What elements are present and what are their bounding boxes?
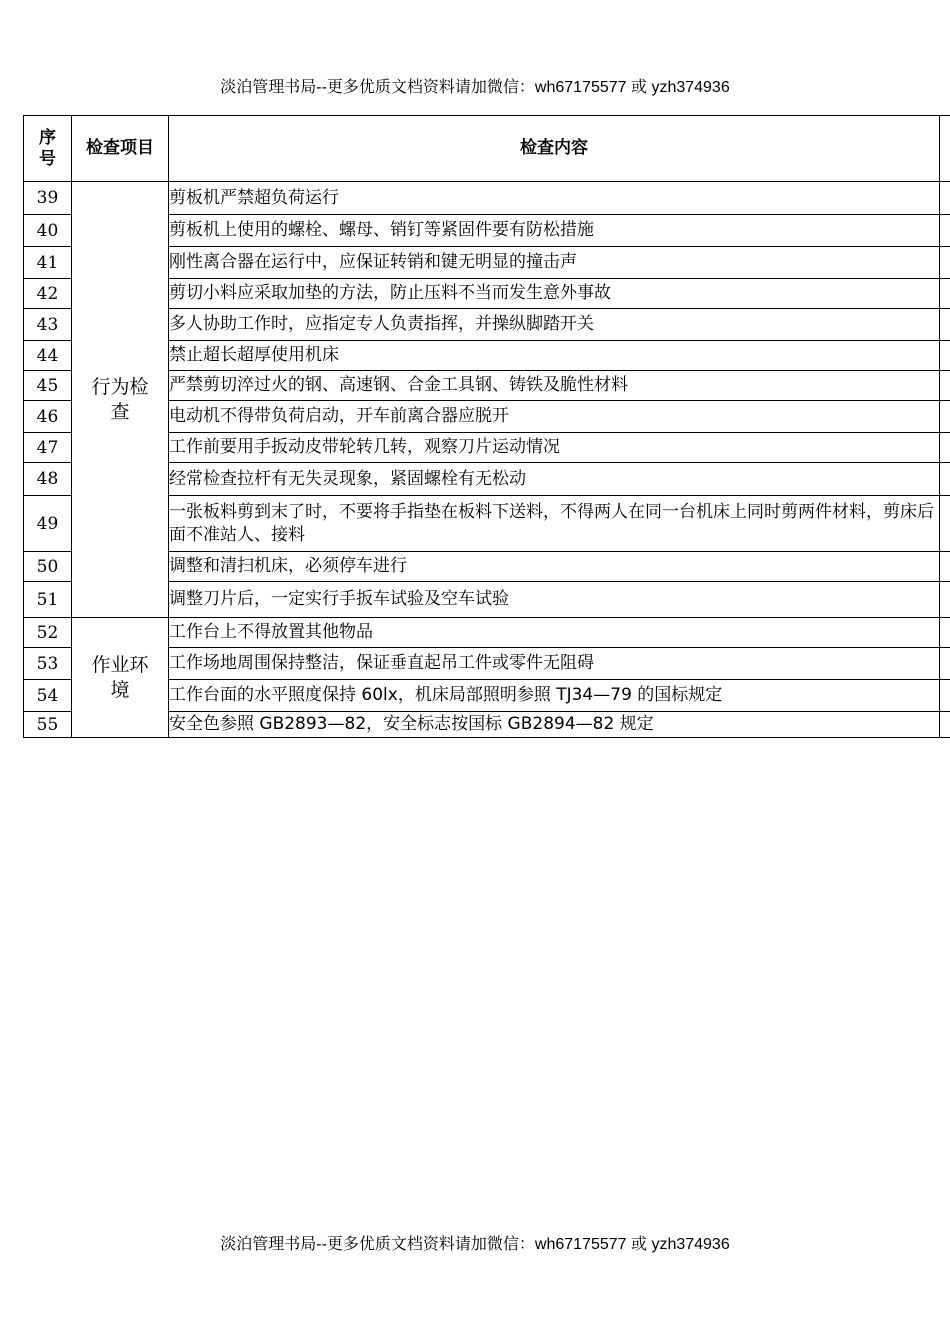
blank-cell — [940, 309, 950, 341]
row-content: 安全色参照 GB2893—82，安全标志按国标 GB2894—82 规定 — [169, 712, 940, 738]
blank-cell — [940, 712, 950, 738]
row-content: 经常检查拉杆有无失灵现象，紧固螺栓有无松动 — [169, 463, 940, 496]
row-number: 47 — [24, 433, 72, 463]
row-content: 禁止超长超厚使用机床 — [169, 341, 940, 371]
row-content: 剪切小料应采取加垫的方法，防止压料不当而发生意外事故 — [169, 279, 940, 309]
blank-cell — [940, 618, 950, 648]
blank-cell — [940, 463, 950, 496]
row-content: 多人协助工作时，应指定专人负责指挥，并操纵脚踏开关 — [169, 309, 940, 341]
row-content: 剪板机上使用的螺栓、螺母、销钉等紧固件要有防松措施 — [169, 215, 940, 247]
table-header-row — [24, 116, 950, 182]
blank-cell — [940, 215, 950, 247]
table-row — [24, 618, 950, 648]
row-number: 39 — [24, 182, 72, 215]
blank-cell — [940, 247, 950, 279]
header-extra — [940, 116, 950, 182]
page-footer: 淡泊管理书局--更多优质文档资料请加微信：wh67175577 或 yzh374936 — [220, 1236, 730, 1253]
row-number: 44 — [24, 341, 72, 371]
row-number: 53 — [24, 648, 72, 680]
row-content: 调整刀片后，一定实行手扳车试验及空车试验 — [169, 582, 940, 618]
row-number: 54 — [24, 680, 72, 712]
blank-cell — [940, 433, 950, 463]
blank-cell — [940, 341, 950, 371]
row-content: 严禁剪切淬过火的钢、高速钢、合金工具钢、铸铁及脆性材料 — [169, 371, 940, 401]
blank-cell — [940, 680, 950, 712]
page-header: 淡泊管理书局--更多优质文档资料请加微信：wh67175577 或 yzh374936 — [220, 79, 730, 96]
row-number: 51 — [24, 582, 72, 618]
blank-cell — [940, 279, 950, 309]
row-number: 46 — [24, 401, 72, 433]
row-number: 45 — [24, 371, 72, 401]
row-number: 42 — [24, 279, 72, 309]
row-number: 49 — [24, 496, 72, 552]
header-no: 序号 — [24, 116, 72, 182]
blank-cell — [940, 182, 950, 215]
row-content: 调整和清扫机床，必须停车进行 — [169, 552, 940, 582]
inspection-table — [23, 115, 950, 738]
row-content: 剪板机严禁超负荷运行 — [169, 182, 940, 215]
blank-cell — [940, 648, 950, 680]
row-number: 43 — [24, 309, 72, 341]
blank-cell — [940, 496, 950, 552]
row-number: 48 — [24, 463, 72, 496]
blank-cell — [940, 552, 950, 582]
row-content: 工作台面的水平照度保持 60lx，机床局部照明参照 TJ34—79 的国标规定 — [169, 680, 940, 712]
row-content: 刚性离合器在运行中，应保证转销和键无明显的撞击声 — [169, 247, 940, 279]
blank-cell — [940, 582, 950, 618]
row-content: 工作台上不得放置其他物品 — [169, 618, 940, 648]
blank-cell — [940, 371, 950, 401]
row-content: 一张板料剪到末了时，不要将手指垫在板料下送料，不得两人在同一台机床上同时剪两件材料，剪床后面不准站人、接料 — [169, 496, 940, 552]
blank-cell — [940, 401, 950, 433]
header-content: 检查内容 — [169, 116, 940, 182]
row-content: 工作场地周围保持整洁，保证垂直起吊工件或零件无阻碍 — [169, 648, 940, 680]
row-number: 50 — [24, 552, 72, 582]
category-cell: 作业环境 — [72, 618, 169, 738]
row-number: 55 — [24, 712, 72, 738]
row-content: 电动机不得带负荷启动，开车前离合器应脱开 — [169, 401, 940, 433]
row-number: 40 — [24, 215, 72, 247]
table-row — [24, 182, 950, 215]
row-number: 52 — [24, 618, 72, 648]
header-item: 检查项目 — [72, 116, 169, 182]
category-cell: 行为检查 — [72, 182, 169, 618]
row-content: 工作前要用手扳动皮带轮转几转，观察刀片运动情况 — [169, 433, 940, 463]
row-number: 41 — [24, 247, 72, 279]
